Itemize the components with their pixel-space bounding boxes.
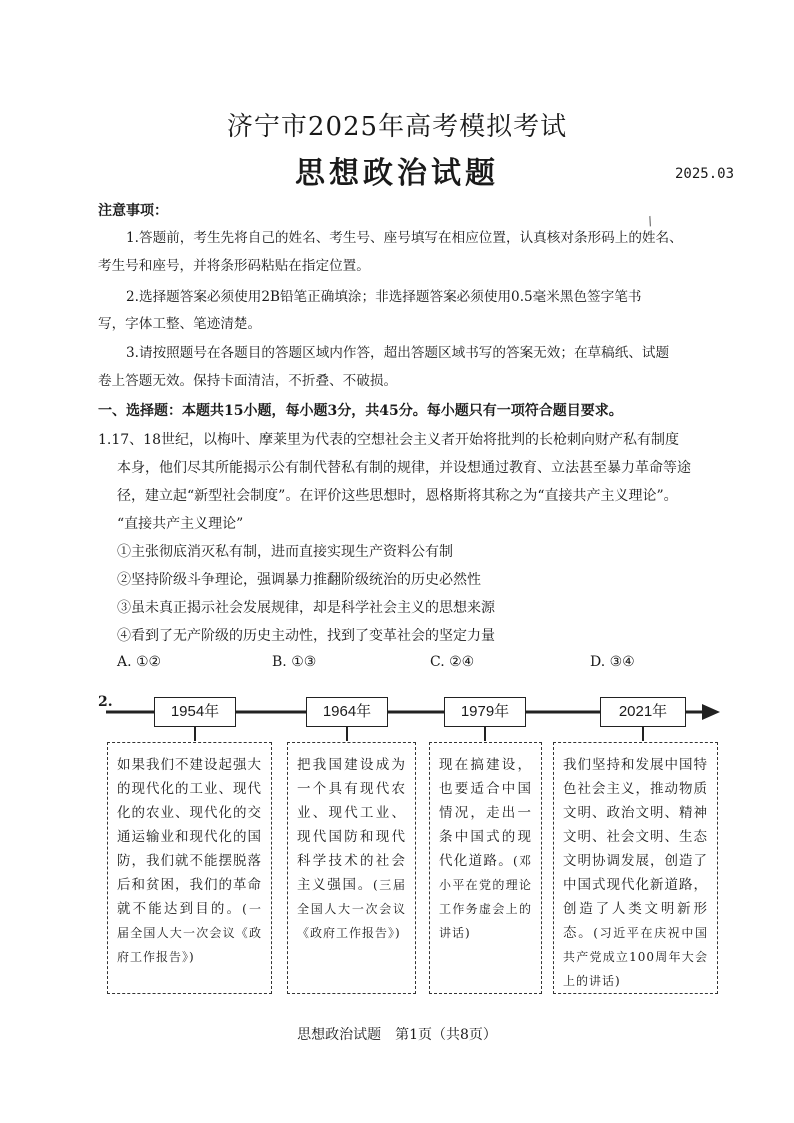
question-1-line-2: 本身，他们尽其所能揭示公有制代替私有制的规律，并设想通过教育、立法甚至暴力革命等途 [117,460,691,476]
quote-text-1964: 把我国建设成为一个具有现代农业、现代工业、现代国防和现代科学技术的社会主义强国。 [297,757,406,893]
notice-item-2-line-1: 2.选择题答案必须使用2B铅笔正确填涂；非选择题答案必须使用0.5毫米黑色签字笔书 [126,289,642,305]
section-heading: 一、选择题：本题共15小题，每小题3分，共45分。每小题只有一项符合题目要求。 [98,403,623,419]
exam-title: 济宁市2025年高考模拟考试 [226,112,568,142]
option-c[interactable]: C. ②④ [430,654,475,670]
notice-item-3-line-2: 卷上答题无效。保持卡面清洁，不折叠、不破损。 [98,373,398,389]
notice-item-2-line-2: 写，字体工整、笔迹清楚。 [98,316,262,332]
quote-box-1964 [287,742,416,994]
question-1-line-4: “直接共产主义理论” [117,516,244,532]
quote-box-1979 [429,742,542,994]
quote-box-2021 [553,742,718,994]
pen-mark: / [645,213,655,229]
page-footer: 思想政治试题 第1页（共8页） [297,1027,497,1043]
year-label-2021: 2021年 [600,697,686,727]
question-1-line-1: 1.17、18世纪，以梅叶、摩莱里为代表的空想社会主义者开始将批判的长枪刺向财产私有制度 [98,432,679,448]
quote-box-1954 [107,742,272,994]
quote-text-1979: 现在搞建设，也要适合中国情况，走出一条中国式的现代化道路。 [439,757,532,869]
year-label-1954: 1954年 [154,697,236,727]
quote-text-1954: 如果我们不建设起强大的现代化的工业、现代化的农业、现代化的交通运输业和现代化的国防，我们就不能摆脱落后和贫困，我们的革命就不能达到目的。 [117,757,262,917]
notice-item-1-line-1: 1.答题前，考生先将自己的姓名、考生号、座号填写在相应位置，认真核对条形码上的姓名、 [126,230,683,246]
notice-item-1-line-2: 考生号和座号，并将条形码粘贴在指定位置。 [98,258,370,274]
question-2-number: 2. [98,694,113,710]
question-1-statement-4: ④看到了无产阶级的历史主动性，找到了变革社会的坚定力量 [117,628,495,644]
notice-heading: 注意事项： [98,203,168,219]
quote-source-2021: (习近平在庆祝中国共产党成立100周年大会上的讲话) [563,926,708,988]
connector-1979 [484,727,486,741]
option-b[interactable]: B. ①③ [272,654,317,670]
quote-text-2021: 我们坚持和发展中国特色社会主义，推动物质文明、政治文明、精神文明、社会文明、生态文明协调发展，创造了中国式现代化新道路，创造了人类文明新形态。 [563,757,708,941]
quote-source-1964: (三届全国人大一次会议《政府工作报告》) [297,878,406,940]
subject-title: 思想政治试题 [295,156,499,191]
exam-date: 2025.03 [675,166,735,182]
quote-source-1954: (一届全国人大一次会议《政府工作报告》) [117,902,262,964]
question-1-statement-3: ③虽未真正揭示社会发展规律，却是科学社会主义的思想来源 [117,600,495,616]
year-label-1979: 1979年 [444,697,526,727]
question-1-line-3: 径，建立起“新型社会制度”。在评价这些思想时，恩格斯将其称之为“直接共产主义理论”。 [117,488,678,504]
question-1-stem [98,426,738,650]
option-d[interactable]: D. ③④ [590,654,635,670]
notice-item-3-line-1: 3.请按照题号在各题目的答题区域内作答，超出答题区域书写的答案无效；在草稿纸、试题 [126,345,670,361]
year-label-1964: 1964年 [306,697,388,727]
connector-1954 [194,727,196,741]
question-1-statement-1: ①主张彻底消灭私有制，进而直接实现生产资料公有制 [117,544,453,560]
connector-1964 [346,727,348,741]
quote-source-1979: (邓小平在党的理论工作务虚会上的讲话) [439,854,532,940]
connector-2021 [642,727,644,741]
question-1-statement-2: ②坚持阶级斗争理论，强调暴力推翻阶级统治的历史必然性 [117,572,481,588]
option-a[interactable]: A. ①② [117,654,162,670]
